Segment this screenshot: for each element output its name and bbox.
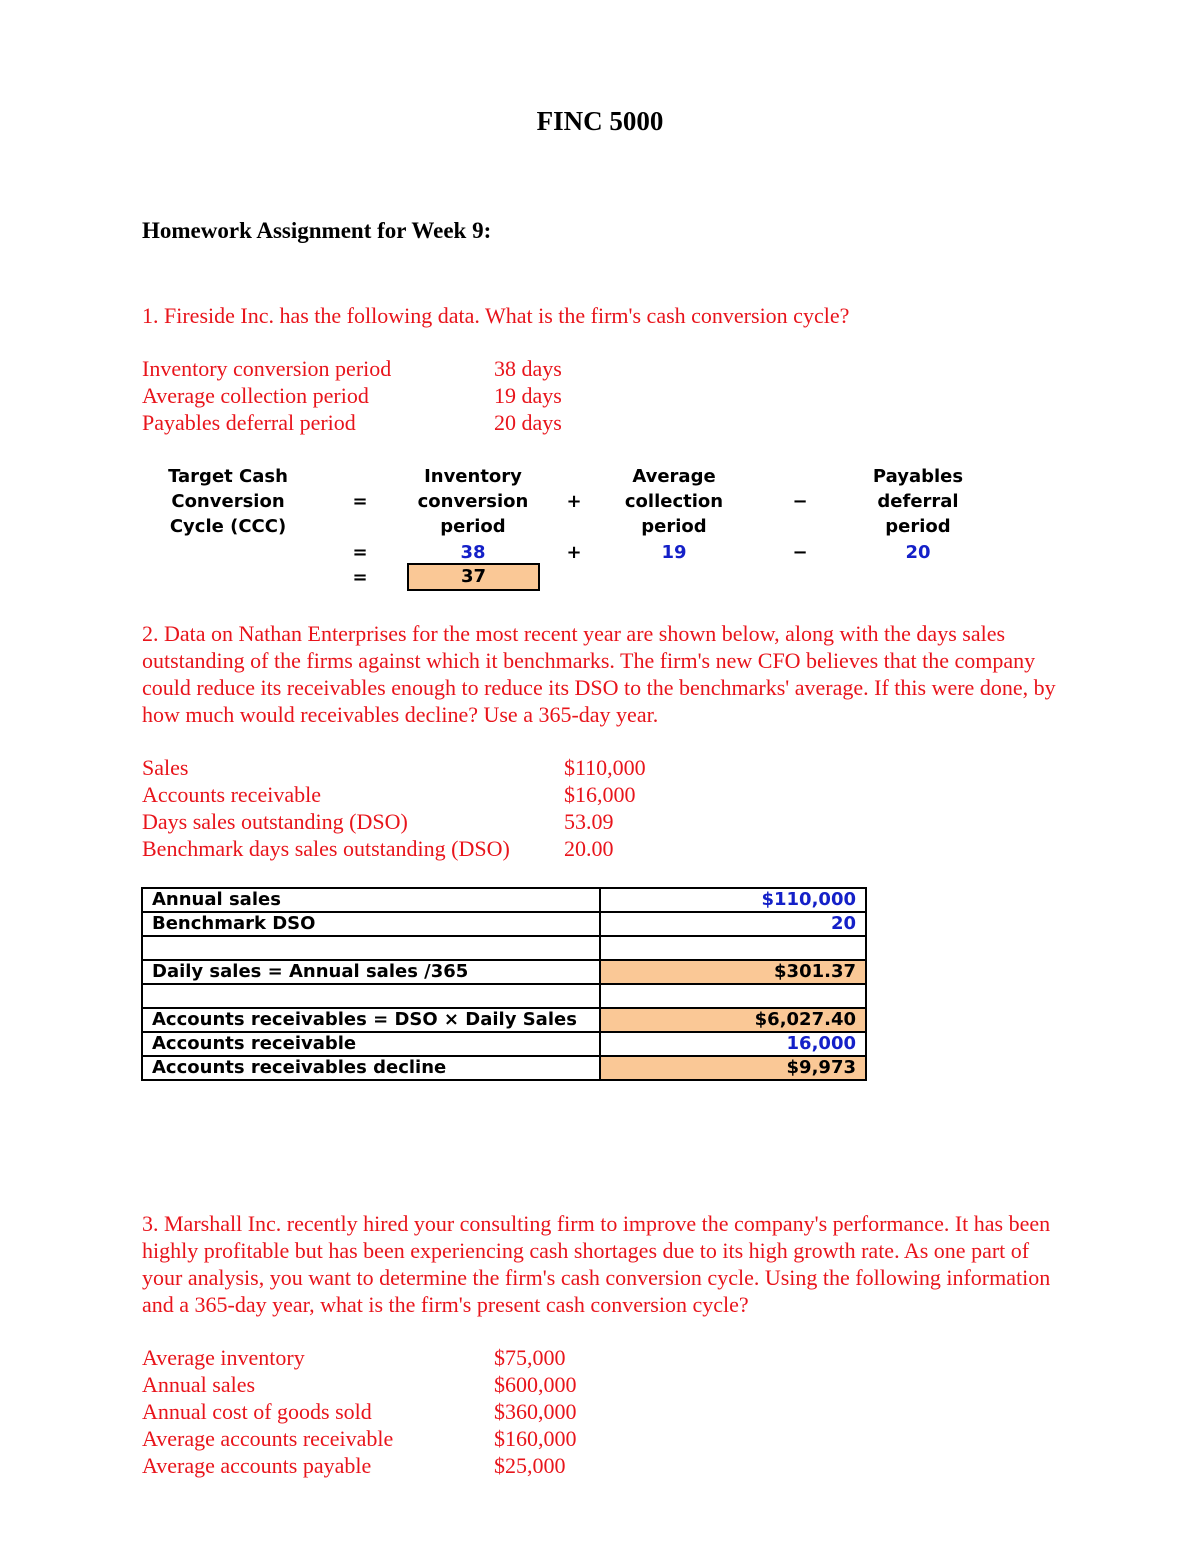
q3-label-sales: Annual sales [142,1372,256,1397]
table-row [142,1032,866,1056]
ccc-minus-sign: − [792,491,808,512]
table-label-cell: Benchmark DSO [142,912,600,936]
table-row [142,888,866,912]
question-1-prompt: 1. Fireside Inc. has the following data. What is the firm's cash conversion cycle? [142,303,850,328]
table-row [142,1056,866,1080]
table-value-cell: 20 [600,912,866,936]
q1-value-payables: 20 days [494,410,562,435]
table-result-cell: $301.37 [600,960,866,984]
ccc-equals-sign: = [352,567,368,588]
ccc-result-cell: 37 [407,563,540,591]
table-result-cell: $9,973 [600,1056,866,1080]
ccc-collection-value: 19 [661,542,687,563]
q3-label-receivable: Average accounts receivable [142,1426,394,1451]
table-value-cell: $110,000 [600,888,866,912]
table-row [142,984,866,1008]
table-row [142,1008,866,1032]
q3-value-cogs: $360,000 [494,1399,577,1424]
table-label-cell [142,984,600,1008]
ccc-target-header: Target Cash Conversion Cycle (CCC) [168,466,288,537]
q3-value-inventory: $75,000 [494,1345,566,1370]
q2-label-dso: Days sales outstanding (DSO) [142,809,408,834]
table-label-cell [142,936,600,960]
question-3-prompt: 3. Marshall Inc. recently hired your consulting firm to improve the company's performance. It has been highly profitable but has been experiencing cash shortages due to its high growth rate. As one part of your analysis, you want to determine the firm's cash conversion cycle. Using the following information and a 365-day year, what is the firm's present cash conversion cycle? [142,1211,1051,1317]
table-label-cell: Annual sales [142,888,600,912]
table-row [142,936,866,960]
table-value-cell: 16,000 [600,1032,866,1056]
ccc-payables-header: Payables deferral period [872,466,964,537]
q1-value-collection: 19 days [494,383,562,408]
table-row [142,960,866,984]
ccc-minus-sign: − [792,542,808,563]
q3-label-cogs: Annual cost of goods sold [142,1399,372,1424]
table-label-cell: Accounts receivable [142,1032,600,1056]
q2-value-dso: 53.09 [564,809,614,834]
ccc-plus-sign: + [566,542,582,563]
table-result-cell: $6,027.40 [600,1008,866,1032]
q3-value-sales: $600,000 [494,1372,577,1397]
q2-value-receivable: $16,000 [564,782,636,807]
q2-value-benchmark-dso: 20.00 [564,836,614,861]
q2-label-receivable: Accounts receivable [142,782,321,807]
ccc-plus-sign: + [566,491,582,512]
q1-value-inventory: 38 days [494,356,562,381]
ccc-inventory-header: Inventory conversion period [417,466,529,537]
table-label-cell: Accounts receivables = DSO × Daily Sales [142,1008,600,1032]
ccc-equals-sign: = [352,542,368,563]
table-label-cell: Accounts receivables decline [142,1056,600,1080]
q1-label-inventory: Inventory conversion period [142,356,392,381]
assignment-subtitle: Homework Assignment for Week 9: [142,218,492,243]
q1-label-payables: Payables deferral period [142,410,356,435]
question-2-prompt: 2. Data on Nathan Enterprises for the most recent year are shown below, along with the days sales outstanding of the firms against which it benchmarks. The firm's new CFO believes that the company could reduce its receivables enough to reduce its DSO to the benchmarks' average. If this were done, by how much would receivables decline? Use a 365-day year. [142,621,1056,727]
q3-label-payable: Average accounts payable [142,1453,372,1478]
q3-value-payable: $25,000 [494,1453,566,1478]
ccc-equals-sign: = [352,491,368,512]
table-row [142,912,866,936]
table-value-cell [600,984,866,1008]
table-value-cell [600,936,866,960]
ccc-payables-value: 20 [905,542,931,563]
q2-value-sales: $110,000 [564,755,646,780]
q1-label-collection: Average collection period [142,383,369,408]
receivables-calculation-table [141,887,867,1081]
q2-label-benchmark-dso: Benchmark days sales outstanding (DSO) [142,836,510,861]
ccc-inventory-value: 38 [460,542,486,563]
q3-label-inventory: Average inventory [142,1345,305,1370]
q2-label-sales: Sales [142,755,189,780]
page-title: FINC 5000 [536,106,664,136]
q3-value-receivable: $160,000 [494,1426,577,1451]
ccc-collection-header: Average collection period [624,466,724,537]
table-label-cell: Daily sales = Annual sales /365 [142,960,600,984]
